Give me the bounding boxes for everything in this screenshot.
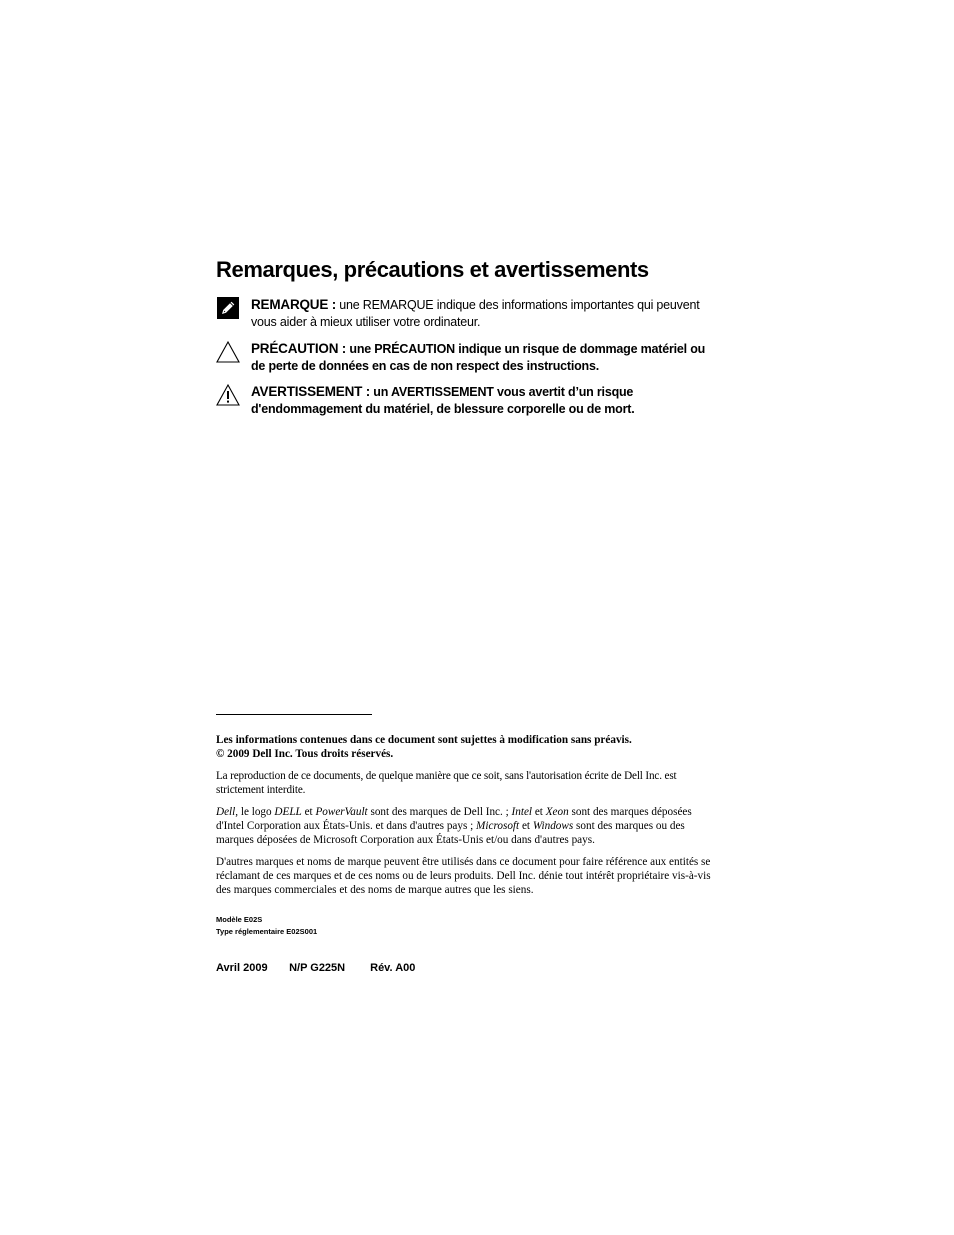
reproduction-paragraph: La reproduction de ce documents, de quelque manière que ce soit, sans l'autorisation écrite de Dell Inc. est strictement interdite.	[216, 770, 677, 797]
caution-label: PRÉCAUTION :	[251, 341, 347, 356]
trademark-xeon: Xeon	[545, 806, 569, 818]
caution-triangle-icon	[216, 340, 240, 364]
trademark-text: sont des marques déposées d'Intel Corporation aux États-Unis. et dans d'autres pays ;	[216, 806, 692, 833]
pencil-note-icon	[216, 296, 240, 320]
trademark-text: et	[301, 806, 316, 818]
trademark-text: , le logo	[235, 806, 275, 818]
footer-revision: Rév. A00	[370, 962, 416, 974]
note-text: une REMARQUE indique des informations importantes qui peuvent vous aider à mieux utiliser votre ordinateur.	[251, 298, 700, 329]
note-label: REMARQUE :	[251, 297, 336, 312]
regulatory-type: Type réglementaire E02S001	[216, 927, 318, 936]
footer-info	[216, 962, 415, 974]
trademark-text: sont des marques ou des marques déposées de Microsoft Corporation aux États-Unis et/ou dans d'autres pays.	[216, 820, 685, 847]
other-marks-paragraph: D'autres marques et noms de marque peuvent être utilisés dans ce document pour faire référence aux entités se réclamant de ces marques et de ces noms ou de leurs produits. Dell Inc. dénie tout intérêt propriétaire vis-à-vis des marques commerciales et des noms de marque autres que les siens.	[216, 856, 711, 897]
trademark-dell: Dell	[216, 806, 236, 818]
note-remarque	[216, 296, 716, 331]
legal-notice-block	[216, 733, 716, 761]
warning-text: un AVERTISSEMENT vous avertit d’un risque d'endommagement du matériel, de blessure corporelle ou de mort.	[251, 385, 635, 416]
trademark-intel: Intel	[511, 806, 533, 818]
trademarks-paragraph	[216, 805, 716, 848]
info-line: Les informations contenues dans ce document sont sujettes à modification sans préavis.	[216, 734, 632, 746]
copyright-line: © 2009 Dell Inc. Tous droits réservés.	[216, 748, 394, 761]
model-number: Modèle E02S	[216, 915, 263, 924]
trademark-microsoft: Microsoft	[476, 820, 520, 833]
footer-part-number: N/P G225N	[289, 962, 346, 974]
trademark-windows: Windows	[532, 820, 574, 833]
trademark-dell-logo: DELL	[274, 806, 302, 818]
warning-triangle-icon	[216, 383, 240, 407]
trademark-text: et	[519, 820, 533, 833]
separator-rule	[216, 714, 372, 715]
caution-text: une PRÉCAUTION indique un risque de dommage matériel ou de perte de données en cas de non respect des instructions.	[251, 342, 706, 373]
trademark-powervault: PowerVault	[315, 806, 368, 818]
note-precaution	[216, 340, 716, 375]
warning-label: AVERTISSEMENT :	[251, 384, 371, 399]
trademark-text: et	[532, 806, 546, 818]
note-avertissement	[216, 383, 716, 418]
trademark-text: sont des marques de Dell Inc. ;	[367, 806, 512, 818]
page-title: Remarques, précautions et avertissements	[216, 257, 649, 282]
footer-date: Avril 2009	[216, 962, 268, 974]
